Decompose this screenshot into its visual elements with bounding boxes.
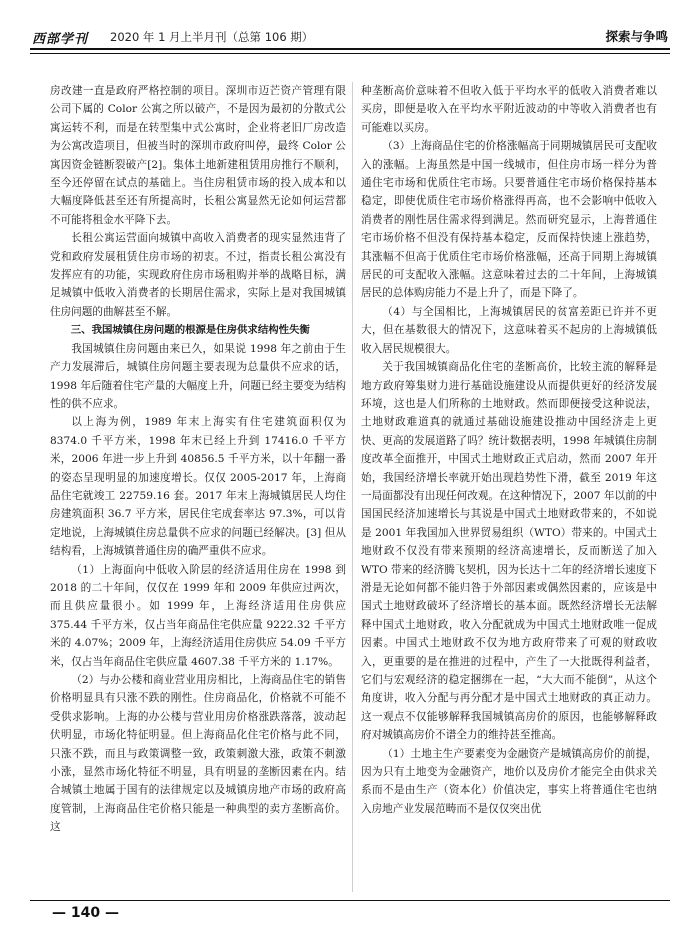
body-paragraph: 关于我国城镇商品化住宅的垄断高价，比较主流的解释是地方政府筹集财力进行基础设施建设从而提供更好的经济发展环境，这也是人们所称的土地财政。然而即便接受这种说法，土地财政难道真的就通过基础设施建设推动中国经济走上更快、更高的发展道路了吗？统计数据表明，1998 年城镇住房制度改革全面推开，中国式土地财政正式启动，然而 2007 年开始，我国经济增长率就开始出现趋势性下滑，截至 2019 年这一局面都没有出现任何改观。在这种情况下，2007 年以前的中国国民经济加速增长与其说是中国式土地财政带来的，不如说是 2001 年我国加入世界贸易组织（WTO）带来的。中国式土地财政不仅没有带来预期的经济高速增长，反而断送了加入 WTO 带来的经济腾飞契机，因为长达十二年的经济增长速度下滑是无论如何都不能归咎于外部因素或偶然因素的，应该是中国式土地财政破坏了经济增长的基本面。既然经济增长无法解释中国式土地财政，收入分配就成为中国式土地财政唯一促成因素。中国式土地财政不仅为地方政府带来了可观的财政收入，更重要的是在推进的过程中，产生了一大批既得利益者，它们与宏观经济的稳定捆绑在一起，“大大而不能倒”，从这个角度讲，收入分配与再分配才是中国式土地财政的真正动力。这一观点不仅能够解释我国城镇高房价的原因，也能够解释政府对城镇高房价不谱全力的维持甚至推高。	[361, 361, 657, 742]
section-heading: 三、我国城镇住房问题的根源是住房供求结构性失衡	[70, 324, 310, 337]
page-header	[30, 24, 670, 50]
page-footer	[30, 900, 670, 930]
body-paragraph: 以上海为例，1989 年末上海实有住宅建筑面积仅为 8374.0 千平方米，1998 年末已经上升到 17416.0 千平方米，2006 年进一步上升到 40856.5 千平方米，以十年翻一番的姿态呈现明显的加速度增长。仅仅 2005-2017 年，上海商品住宅就竣工 22759.16 套。2017 年末上海城镇居民人均住房建筑面积 36.7 平方米，居民住宅成套率达 97.3%，可以肯定地说，上海城镇住房总量供不应求的问题已经解决。[3] 但从结构看，上海城镇普通住房的确严重供不应求。	[50, 416, 346, 558]
section-title: 探索与争鸣	[605, 29, 668, 44]
body-paragraph: 长租公寓运营面向城镇中高收入消费者的现实显然违背了党和政府发展租赁住房市场的初衷。不过，指责长租公寓没有发挥应有的功能，实现政府住房市场租购并举的战略目标，满足城镇中低收入消费者的长期居住需求，实际上是对我国城镇住房问题的曲解甚至不解。	[50, 232, 346, 318]
left-column	[50, 82, 346, 892]
body-paragraph: 我国城镇住房问题由来已久，如果说 1998 年之前由于生产力发展滞后，城镇住房问题主要表现为总量供不应求的话，1998 年后随着住宅产量的大幅度上升，问题已经主要变为结构性的供不应求。	[50, 342, 346, 410]
body-paragraph: （3）上海商品住宅的价格涨幅高于同期城镇居民可支配收入的涨幅。上海虽然是中国一线城市，但住房市场一样分为普通住宅市场和优质住宅市场。只要普通住宅市场价格保持基本稳定，即使优质住宅市场价格涨得再高，也不会影响中低收入消费者的刚性居住需求得到满足。然而研究显示，上海普通住宅市场价格不但没有保持基本稳定，反而保持快速上涨趋势，其涨幅不但高于优质住宅市场价格涨幅，还高于同期上海城镇居民的可支配收入涨幅。这意味着过去的二十年间，上海城镇居民的总体购房能力不是上升了，而是下降了。	[361, 140, 657, 300]
body-paragraph: （1）土地主生产要素变为金融资产是城镇高房价的前提，因为只有土地变为金融资产，地价以及房价才能完全由供求关系而不是由生产（资本化）价值决定，事实上将普通住宅也纳入房地产业发展范畴而不是仅仅突出优	[361, 747, 657, 815]
right-column	[361, 82, 657, 892]
header-rule	[30, 48, 670, 50]
body-paragraph: （2）与办公楼和商业营业用房相比，上海商品住宅的销售价格明显具有只涨不跌的刚性。住房商品化，价格就不可能不受供求影响。上海的办公楼与营业用房价格涨跌落落，波动起伏明显，市场化特征明显。但上海商品化住宅价格与此不同，只涨不跌，而且与政策调整一致，政策刺激大涨，政策不刺激小涨，显然市场化特征不明显，具有明显的垄断因素在内。结合城镇土地属于国有的法律规定以及城镇房地产市场的政府高度管制，上海商品住宅价格只能是一种典型的卖方垄断高价。这	[50, 674, 346, 834]
column-divider	[352, 82, 353, 892]
body-paragraph: （4）与全国相比，上海城镇居民的贫富差距已许并不更大，但在基数很大的情况下，这意味着买不起房的上海城镇低收入居民规模很大。	[361, 305, 657, 355]
journal-name: 西部学刊	[32, 32, 89, 47]
body-paragraph: 房改建一直是政府严格控制的项目。深圳市迈芒资产管理有限公司下属的 Color 公寓之所以破产，不是因为最初的分散式公寓运转不利，而是在转型集中式公寓时，企业将老旧厂房改造为公寓改造项目，但被当时的深圳市政府叫停，最终 Color 公寓因资金链断裂破产[2]。集体土地新建租赁用房推行不顺利，至今还停留在试点的基础上。当住房租赁市场的投入成本和以大幅度降低甚至还有所提高时，长租公寓显然无论如何运营都不可能将租金水平降下去。	[50, 85, 346, 226]
header-rule-thin	[30, 53, 670, 54]
body-paragraph: 种垄断高价意味着不但收入低于平均水平的低收入消费者难以买房，即便是收入在平均水平附近波动的中等收入消费者也有可能难以买房。	[361, 85, 657, 134]
page-number: — 140 —	[52, 905, 119, 921]
footer-rule	[30, 900, 670, 901]
body-paragraph: （1）上海面向中低收入阶层的经济适用住房在 1998 到 2018 的二十年间，仅仅在 1999 年和 2009 年供应过两次，而且供应量很小。如 1999 年，上海经济适用住房供应 375.44 千平方米，仅占当年商品住宅供应量 9222.32 千平方米的 4.07%；2009 年，上海经济适用住房供应 54.09 千平方米，仅占当年商品住宅供应量 4607.38 千平方米的 1.17%。	[50, 563, 346, 668]
issue-info: 2020 年 1 月上半月刊（总第 106 期）	[110, 30, 314, 44]
